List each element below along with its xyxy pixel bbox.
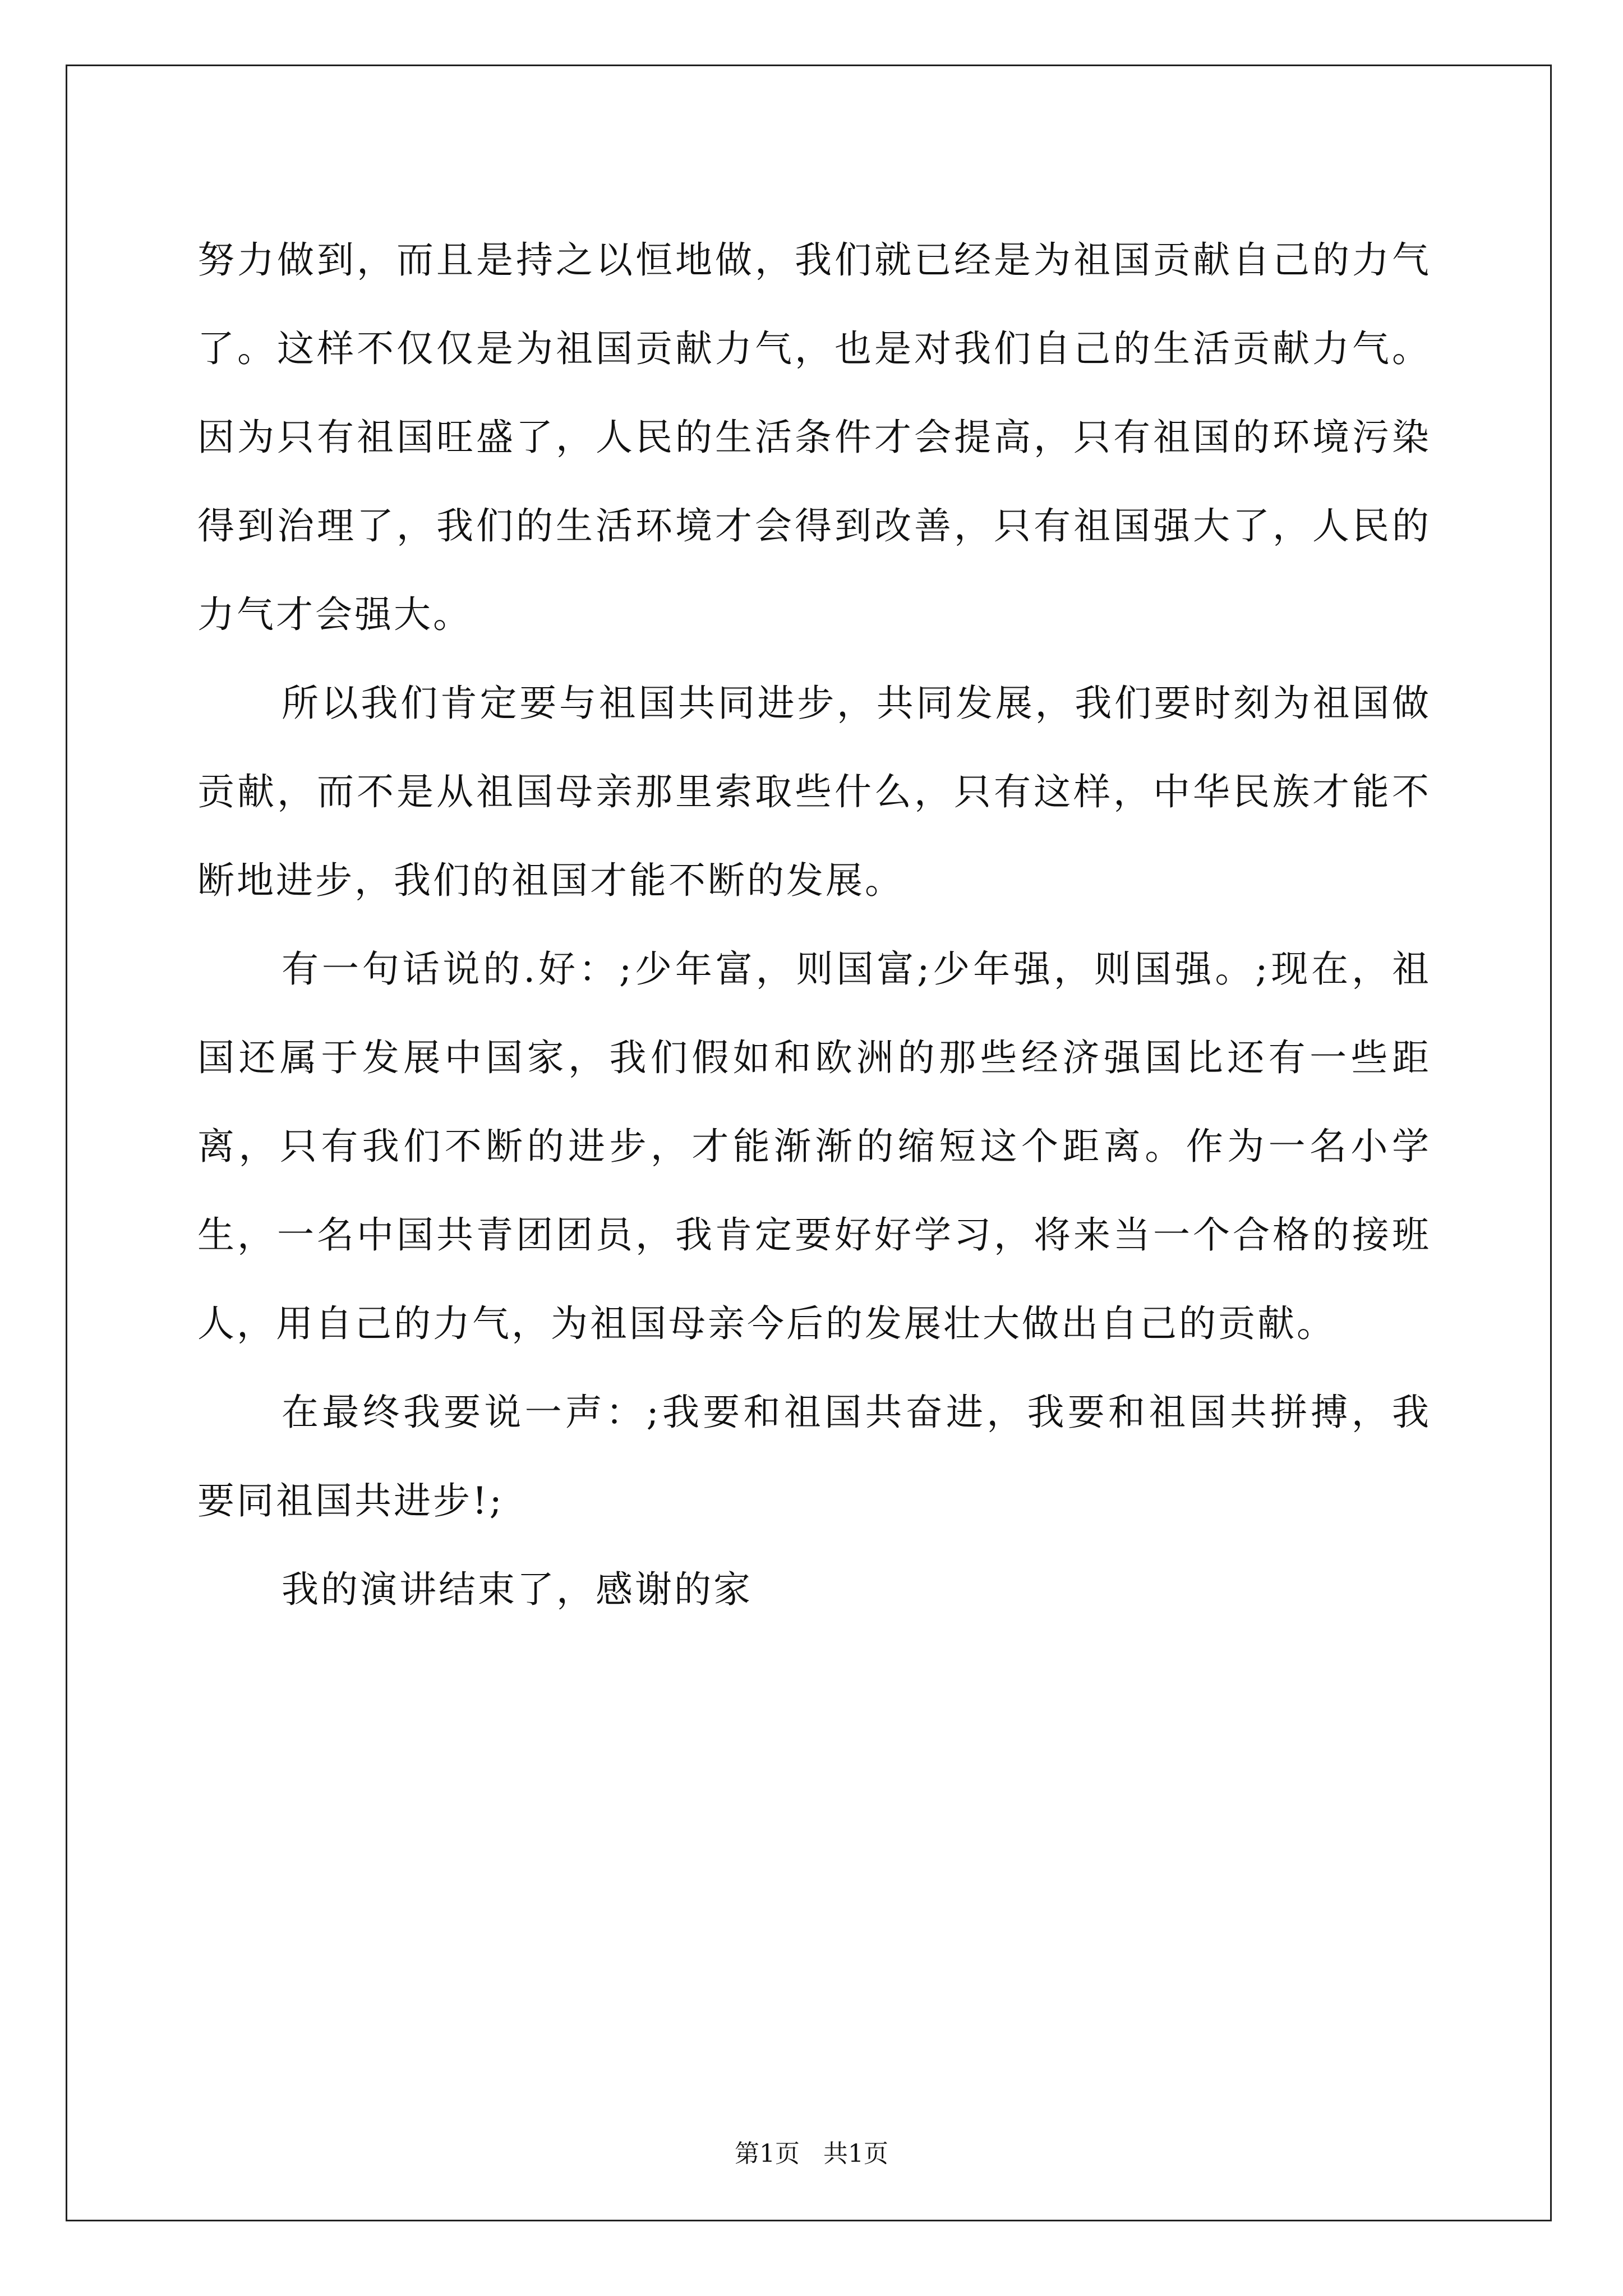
paragraph-4: 在最终我要说一声：;我要和祖国共奋进，我要和祖国共拼搏，我要同祖国共进步!;	[197, 1391, 1431, 1522]
paragraph-5: 我的演讲结束了，感谢的家	[282, 1568, 753, 1611]
paragraph-2: 所以我们肯定要与祖国共同进步，共同发展，我们要时刻为祖国做贡献，而不是从祖国母亲那里索取些什么，只有这样，中华民族才能不断地进步，我们的祖国才能不断的发展。	[197, 682, 1431, 902]
paragraph-1: 努力做到，而且是持之以恒地做，我们就已经是为祖国贡献自己的力气了。这样不仅仅是为祖国贡献力气，也是对我们自己的生活贡献力气。因为只有祖国旺盛了，人民的生活条件才会提高，只有祖国的环境污染得到治理了，我们的生活环境才会得到改善，只有祖国强大了，人民的力气才会强大。	[197, 238, 1431, 636]
page-number: 第1页 共1页	[735, 2139, 888, 2168]
page-footer	[0, 2137, 1623, 2171]
paragraph-3: 有一句话说的.好：;少年富，则国富;少年强，则国强。;现在，祖国还属于发展中国家，我们假如和欧洲的那些经济强国比还有一些距离，只有我们不断的进步，才能渐渐的缩短这个距离。作为一名小学生，一名中国共青团团员，我肯定要好好学习，将来当一个合格的接班人，用自己的力气，为祖国母亲今后的发展壮大做出自己的贡献。	[197, 947, 1431, 1345]
document-body	[197, 216, 1431, 1634]
